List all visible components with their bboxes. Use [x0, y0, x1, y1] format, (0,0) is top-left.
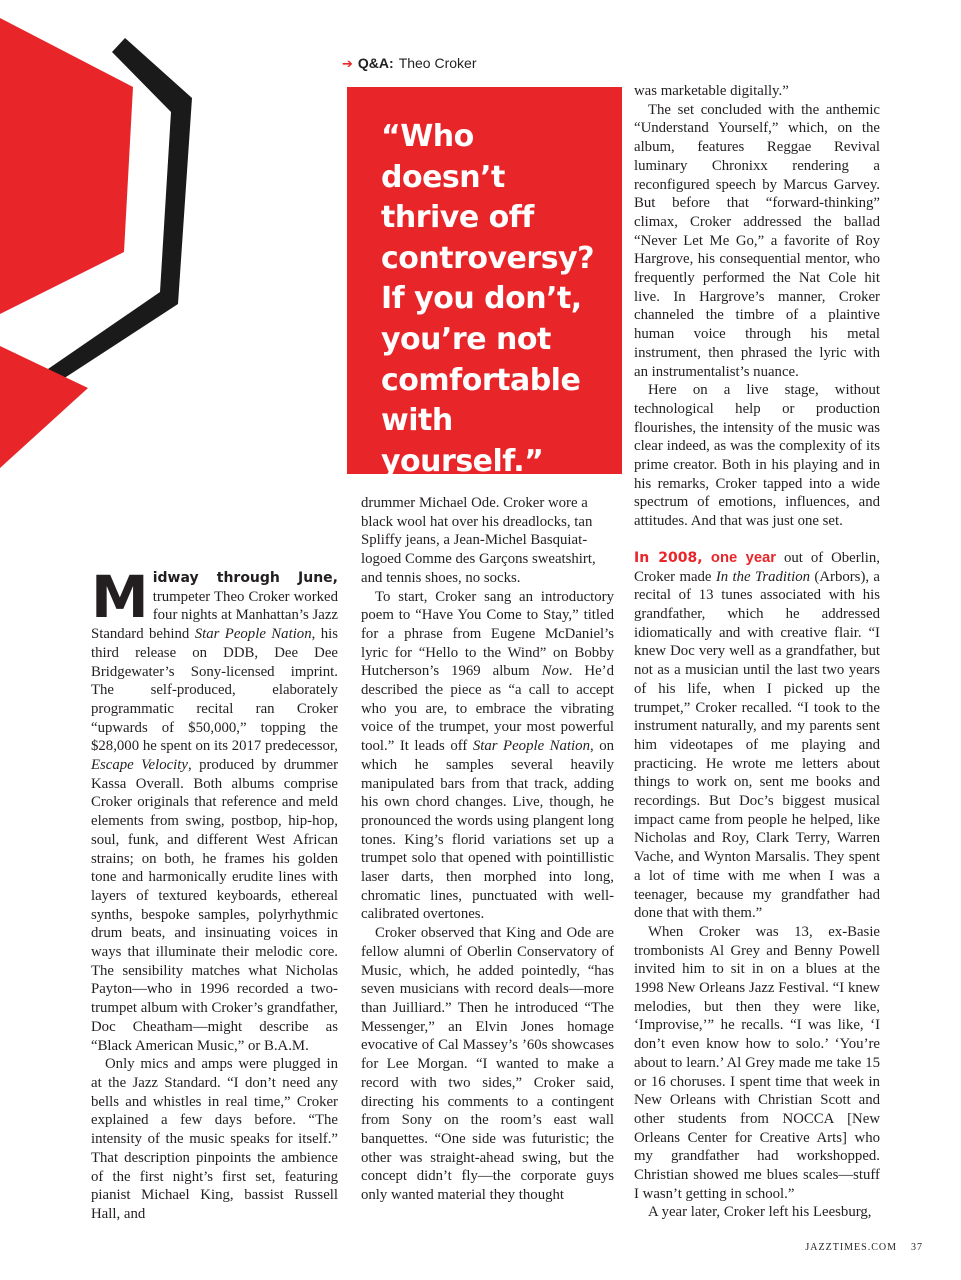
paragraph: drummer Michael Ode. Croker wore a black wool hat over his dreadlocks, tan Spliffy jeans, a Jean-Michel Basquiat-logoed Comme des Garçons sweatshirt, and tennis shoes, no socks. [361, 495, 596, 586]
pull-quote-box [347, 87, 622, 479]
paragraph: The set concluded with the anthemic “Understand Yourself,” which, on the album, features Reggae Revival luminary Chronixx rendering a reconfigured speech by Marcus Garvey. But before that “forward-thinking” climax, Croker addressed the ballad “Never Let Me Go,” a favorite of Roy Hargrove, his consequential mentor, who frequently performed the Nat Cole hit live. In Hargrove’s manner, Croker channeled the timbre of a plaintive human voice through his metal instrument, then phrased the lyric with an instrumentalist’s nuance. [634, 101, 880, 380]
arrow-right-icon: ➔ [342, 55, 353, 71]
section-subject: Theo Croker [398, 55, 477, 71]
drop-cap: M [91, 563, 149, 631]
section-kicker: Q&A: [357, 55, 394, 71]
paragraph: Croker observed that King and Ode are fellow alumni of Oberlin Conservatory of Music, which, he added pointedly, “has seven musicians with record deals—more than Juilliard.” Then he introduced “The Messenger,” an Elvin Jones homage evocative of Cal Massey’s ’60s showcases for Lee Morgan. “I wanted to make a record with two sides,” Croker said, directing his comments to a contingent from Sony on the room’s east wall banquettes. “One side was futuristic; the other was straight-ahead swing, but the concept didn’t fly—the corporate guys only wanted material they thought [361, 925, 614, 1204]
red-square-shape [0, 18, 133, 314]
page-footer [783, 1242, 923, 1258]
paragraph: To start, Croker sang an introductory poem to “Have You Come to Stay,” titled for a phrase from Eugene McDaniel’s lyric for “Hello to the Wind” on Bobby Hutcherson’s 1969 album Now. He’d described the piece as “a call to accept who you are, to embrace the vibrating voice of the trumpet, your most powerful tool.” It leads off Star People Nation, on which he samples several heavily manipulated bars from that track, adding his own chord changes. Live, though, he pronounced the words using plangent long tones. King’s florid variations set up a trumpet solo that opened with pointillistic laser darts, then morphed into long, chromatic lines, punctuated with well-calibrated overtones. [361, 588, 614, 923]
paragraph: In 2008, one year out of Oberlin, Croker made In the Tradition (Arbors), a recital of 13 tunes associated with his grandfather, which he addressed idiomatically and with creative flair. “I knew Doc very well as a grandfather, but not as a musician until the last two years of his life, when I picked up the trumpet,” Croker recalled. “I took to the instrument naturally, and my parents sent him videotapes of me playing and practicing. He wrote me letters about things to work on, sent me books and recordings. But Doc’s biggest musical impact came from people he helped, like Nicholas and Roy, Clark Terry, Warren Vache, and Wynton Marsalis. They spent a lot of time with me when I was a teenager, because my grandfather had done that with them.” [634, 549, 880, 922]
page-number: 37 [911, 1242, 923, 1253]
article-column-3 [634, 82, 880, 1222]
article-column-2 [361, 494, 614, 1205]
section-header [342, 53, 642, 73]
section-lead-in: In 2008, [634, 549, 703, 566]
paragraph: Midway through June, trumpeter Theo Croker worked four nights at Manhattan’s Jazz Standard behind Star People Nation, his third release on DDB, Dee Dee Bridgewater’s Sony-licensed imprint. The self-produced, elaborately programmatic recital ran Croker “upwards of $50,000,” topping the $28,000 he spent on its 2017 predecessor, Escape Velocity, produced by drummer Kassa Overall. Both albums comprise Croker originals that reference and meld elements from swing, postbop, hip-hop, soul, funk, and different West African strains; on both, he frames his golden tone and harmonically erudite lines with layers of textured keyboards, ethereal synths, bespoke samples, polyrhythmic drum beats, and insinuating voices in ways that illuminate their melodic core. The sensibility matches what Nicholas Payton—who in 1996 recorded a two-trumpet album with Croker’s grandfather, Doc Cheatham—might describe as “Black American Music,” or B.A.M. [91, 563, 339, 1054]
lead-in: idway through June, [152, 570, 338, 586]
paragraph: A year later, Croker left his Leesburg, [648, 1204, 872, 1221]
paragraph: Here on a live stage, without technological help or production flourishes, the intensity of the music was clear indeed, as was the complexity of its prime creator. Both in his playing and in his remarks, Croker tapped into a wide spectrum of emotions, influences, and attitudes. And that was just one set. [634, 382, 880, 530]
paragraph: Only mics and amps were plugged in at the Jazz Standard. “I don’t need any bells and whistles in real time,” Croker explained a few days before. “The intensity of the music speaks for itself.” That description pinpoints the ambience of the first night’s first set, featuring pianist Michael King, bassist Russell Hall, and [91, 1056, 338, 1222]
paragraph: When Croker was 13, ex-Basie trombonists Al Grey and Benny Powell invited him to sit in on a blues at the 1998 New Orleans Jazz Festival. “I knew melodies, but then they were like, ‘Improvise,’” he recalls. “I was like, ‘I don’t even know how to solo.’ ‘You’re about to learn.’ Al Grey made me take 15 or 16 choruses. I spent time that week in New Orleans with Christian Scott and other students from NOCCA [New Orleans Center for Creative Arts] who my grandfather had workshopped. Christian showed me blues scales—stuff I wasn’t getting in school.” [634, 923, 880, 1202]
publication-site: JAZZTIMES.COM [805, 1242, 897, 1253]
paragraph: was marketable digitally.” [634, 83, 789, 99]
decorative-red-artwork [0, 0, 280, 560]
pull-quote-text: “Who doesn’t thrive off controversy? If you don’t, you’re not comfortable with yourself.” [381, 119, 595, 479]
section-gap [634, 531, 880, 549]
article-column-1 [91, 563, 339, 1224]
